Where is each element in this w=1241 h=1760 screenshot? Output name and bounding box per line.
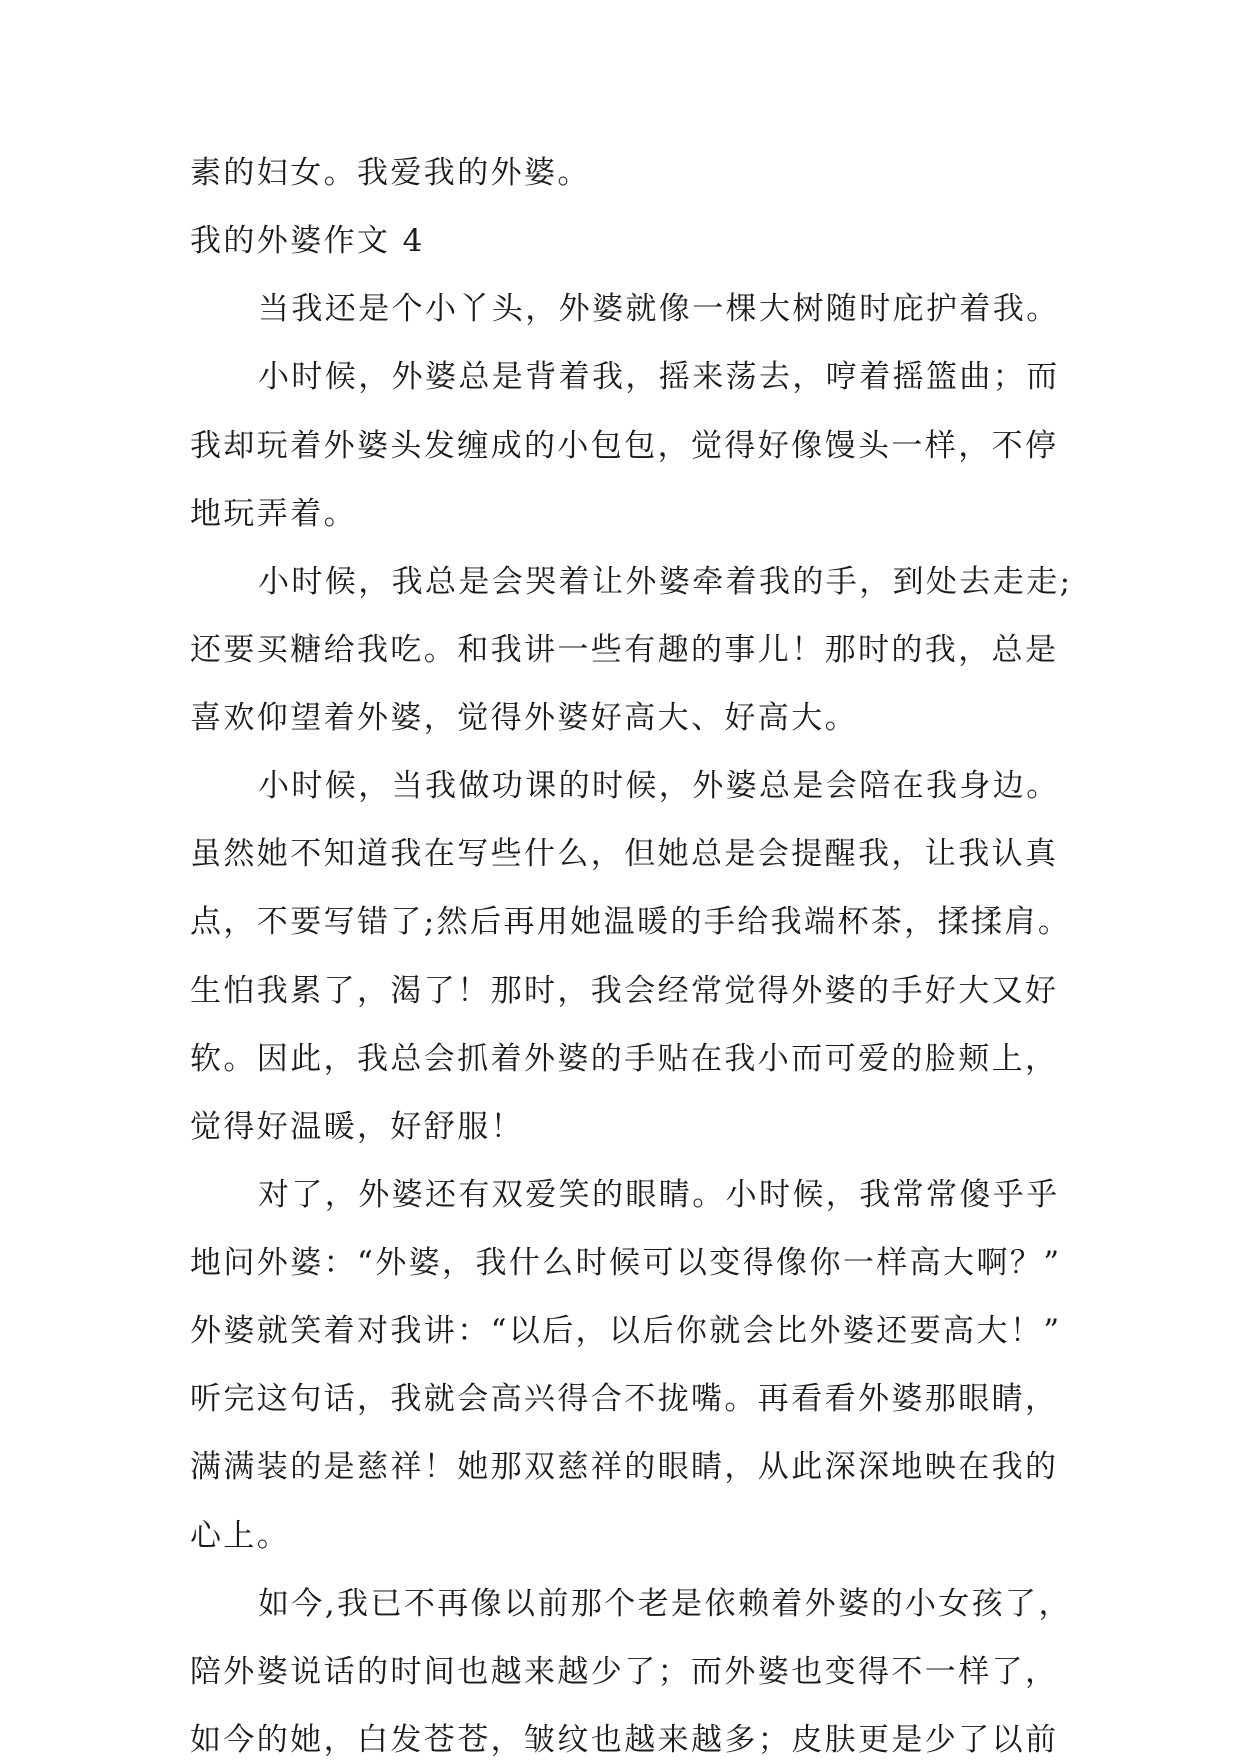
text-line: 小时候，外婆总是背着我，摇来荡去，哼着摇篮曲；而: [258, 359, 1060, 395]
text-line: 陪外婆说话的时间也越来越少了；而外婆也变得不一样了，: [190, 1654, 1059, 1690]
text-line: 如今,我已不再像以前那个老是依赖着外婆的小女孩了，: [258, 1586, 1072, 1622]
text-line: 还要买糖给我吃。和我讲一些有趣的事儿！那时的我，总是: [190, 632, 1059, 668]
text-line: 小时候，当我做功课的时候，外婆总是会陪在我身边。: [258, 768, 1060, 804]
text-line: 如今的她，白发苍苍，皱纹也越来越多；皮肤更是少了以前: [190, 1722, 1059, 1758]
text-line: 我却玩着外婆头发缠成的小包包，觉得好像馒头一样，不停: [190, 428, 1059, 464]
text-line: 素的妇女。我爱我的外婆。: [190, 155, 591, 191]
text-line: 点，不要写错了;然后再用她温暖的手给我端杯茶，揉揉肩。: [190, 904, 1072, 940]
text-line: 满满装的是慈祥！她那双慈祥的眼睛，从此深深地映在我的: [190, 1449, 1059, 1485]
text-line: 虽然她不知道我在写些什么，但她总是会提醒我，让我认真: [190, 836, 1059, 872]
text-line: 小时候，我总是会哭着让外婆牵着我的手，到处去走走;: [258, 564, 1073, 600]
text-line: 生怕我累了，渴了！那时，我会经常觉得外婆的手好大又好: [190, 973, 1059, 1009]
text-line: 喜欢仰望着外婆，觉得外婆好高大、好高大。: [190, 700, 858, 736]
text-line: 听完这句话，我就会高兴得合不拢嘴。再看看外婆那眼睛，: [190, 1381, 1059, 1417]
text-line: 地玩弄着。: [190, 496, 357, 532]
text-line: 心上。: [190, 1518, 291, 1554]
text-line: 地问外婆：“外婆，我什么时候可以变得像你一样高大啊？”: [190, 1245, 1062, 1281]
section-heading: 我的外婆作文 4: [190, 223, 425, 259]
text-line: 觉得好温暖，好舒服！: [190, 1109, 524, 1145]
text-line: 外婆就笑着对我讲：“以后，以后你就会比外婆还要高大！”: [190, 1313, 1062, 1349]
text-line: 对了，外婆还有双爱笑的眼睛。小时候，我常常傻乎乎: [258, 1177, 1060, 1213]
text-line: 当我还是个小丫头，外婆就像一棵大树随时庇护着我。: [258, 291, 1060, 327]
text-line: 软。因此，我总会抓着外婆的手贴在我小而可爱的脸颊上，: [190, 1041, 1059, 1077]
